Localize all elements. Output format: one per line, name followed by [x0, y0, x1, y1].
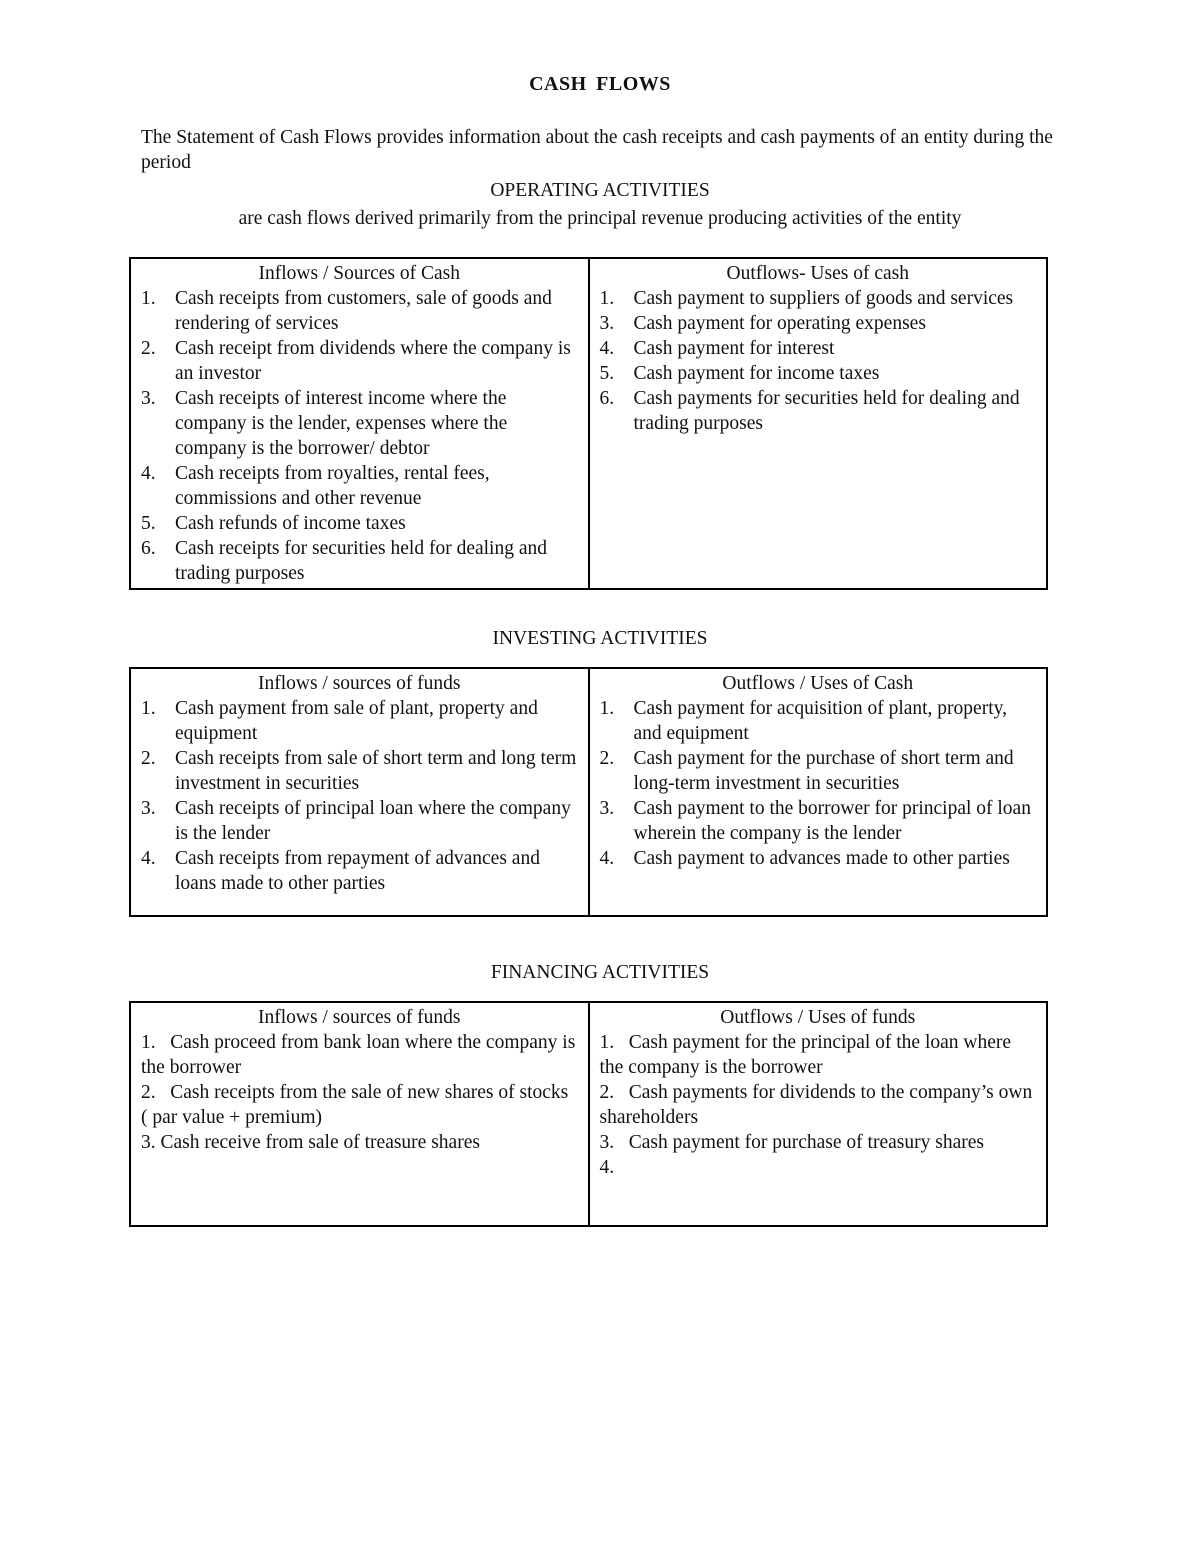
operating-inflows-cell [130, 258, 589, 589]
investing-outflows-header: Outflows / Uses of Cash [722, 673, 914, 694]
operating-inflows-header: Inflows / Sources of Cash [258, 263, 460, 284]
operating-heading: OPERATING ACTIVITIES [490, 180, 710, 201]
operating-outflows-cell [589, 258, 1048, 589]
list-item: 3. Cash receive from sale of treasure shares [141, 1132, 480, 1153]
list-item: 4. Cash payment for interest [599, 338, 835, 359]
list-item: 2. Cash payment for the purchase of short term and long-term investment in securities [599, 748, 1014, 794]
list-item: 3. Cash payment for operating expenses [599, 313, 926, 334]
list-item: 3. Cash receipts of principal loan where the company is the lender [141, 798, 571, 844]
list-item: 3. Cash receipts of interest income where the company is the lender, expenses where the company is the borrower/ debtor [141, 388, 508, 459]
list-item: 6. Cash payments for securities held for dealing and trading purposes [599, 388, 1020, 434]
list-item: 1. Cash payment from sale of plant, property and equipment [141, 698, 538, 744]
list-item: 3. Cash payment to the borrower for principal of loan wherein the company is the lender [599, 798, 1031, 844]
list-item: 4. Cash receipts from repayment of advances and loans made to other parties [141, 848, 540, 894]
list-item: 1. Cash payment to suppliers of goods and services [599, 288, 1014, 309]
financing-inflows-cell [130, 1002, 589, 1226]
investing-table [129, 667, 1048, 917]
operating-outflows-header: Outflows- Uses of cash [726, 263, 909, 284]
investing-heading: INVESTING ACTIVITIES [492, 628, 708, 649]
list-item: 2. Cash receipt from dividends where the company is an investor [141, 338, 571, 384]
investing-inflows-header: Inflows / sources of funds [257, 673, 461, 694]
financing-outflows-header: Outflows / Uses of funds [720, 1007, 916, 1028]
financing-outflows-cell [589, 1002, 1048, 1226]
list-item: 5. Cash refunds of income taxes [141, 513, 406, 534]
list-item: 4. Cash receipts from royalties, rental fees, commissions and other revenue [141, 463, 490, 509]
investing-outflows-cell [589, 668, 1048, 916]
list-item: 2. Cash receipts from the sale of new shares of stocks ( par value + premium) [141, 1082, 569, 1128]
list-item: 2. Cash receipts from sale of short term and long term investment in securities [141, 748, 577, 794]
list-item: 1. Cash proceed from bank loan where the company is the borrower [141, 1032, 576, 1078]
list-item: 1. Cash payment for the principal of the loan where the company is the borrower [599, 1032, 1012, 1078]
list-item: 1. Cash receipts from customers, sale of goods and rendering of services [141, 288, 552, 334]
list-item: 6. Cash receipts for securities held for dealing and trading purposes [141, 538, 547, 584]
list-item: 2. Cash payments for dividends to the company’s own shareholders [599, 1082, 1033, 1128]
intro-paragraph: The Statement of Cash Flows provides information about the cash receipts and cash payments of an entity during the period [141, 127, 1053, 173]
list-item: 5. Cash payment for income taxes [599, 363, 880, 384]
operating-description: are cash flows derived primarily from the principal revenue producing activities of the entity [238, 208, 962, 229]
operating-table [129, 257, 1048, 590]
financing-heading: FINANCING ACTIVITIES [490, 962, 710, 983]
list-item: 1. Cash payment for acquisition of plant, property, and equipment [599, 698, 1007, 744]
investing-inflows-cell [130, 668, 589, 916]
list-item: 3. Cash payment for purchase of treasury shares [599, 1132, 984, 1153]
list-item: 4. Cash payment to advances made to other parties [599, 848, 1010, 869]
list-item: 4. [599, 1157, 615, 1178]
financing-table [129, 1001, 1048, 1227]
document-title: CASH FLOWS [529, 73, 671, 95]
financing-inflows-header: Inflows / sources of funds [257, 1007, 461, 1028]
